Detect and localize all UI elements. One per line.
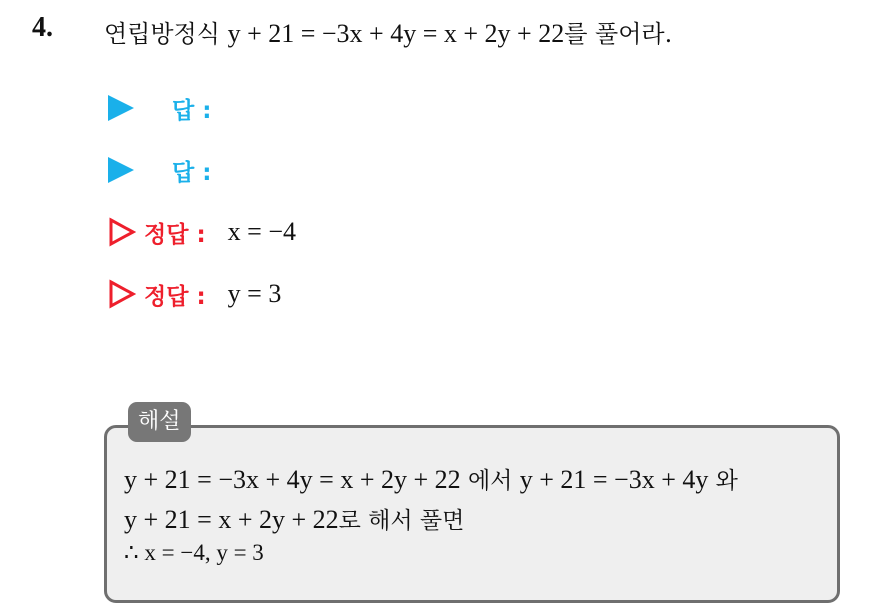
answer-label: 답 : xyxy=(172,97,212,124)
explanation-line-2 xyxy=(124,502,464,535)
play-triangle-icon xyxy=(108,95,134,121)
correct-answer-row-1 xyxy=(108,216,296,248)
explanation-equation-3: y + 21 = x + 2y + 22 xyxy=(124,505,339,534)
correct-answer-row-2 xyxy=(108,278,281,310)
explanation-text-2: 와 xyxy=(708,468,738,494)
explanation-text-3: 로 해서 풀면 xyxy=(338,508,465,534)
correct-answer-label: 정답 : xyxy=(144,283,206,310)
question-equation: y + 21 = −3x + 4y = x + 2y + 22 xyxy=(227,19,565,48)
question-prefix: 연립방정식 xyxy=(104,20,228,48)
play-triangle-icon xyxy=(108,157,134,183)
explanation-tab: 해설 xyxy=(128,402,191,442)
explanation-text-1: 에서 xyxy=(460,468,520,494)
correct-answer-value: x = −4 xyxy=(227,217,296,246)
correct-answer-label: 정답 : xyxy=(144,221,206,248)
outline-triangle-icon xyxy=(108,279,136,309)
explanation-line-3: ∴ x = −4, y = 3 xyxy=(124,540,264,565)
question-suffix: 를 풀어라. xyxy=(564,20,673,48)
question-number: 4. xyxy=(32,12,53,43)
correct-answer-value: y = 3 xyxy=(227,279,282,308)
answer-row-1 xyxy=(108,92,233,124)
explanation-line-1 xyxy=(124,462,738,495)
question-text xyxy=(104,14,672,49)
outline-triangle-icon xyxy=(108,217,136,247)
explanation-equation-2: y + 21 = −3x + 4y xyxy=(519,465,709,494)
answer-label: 답 : xyxy=(172,159,212,186)
explanation-equation-1: y + 21 = −3x + 4y = x + 2y + 22 xyxy=(124,465,461,494)
answer-row-2 xyxy=(108,154,233,186)
